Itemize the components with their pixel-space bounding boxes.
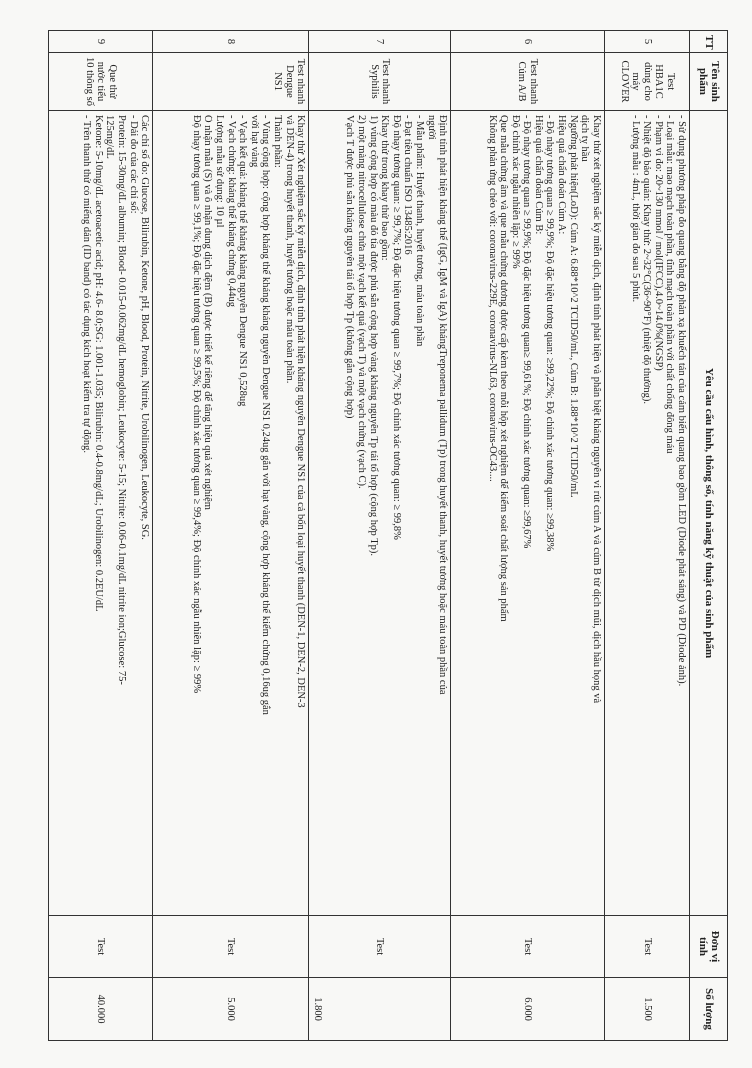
spec-line: 2) một màng nitrocellulose chứa một vạch kết quả (vạch T) và một vạch chứng (vạch C). <box>355 115 367 489</box>
spec-line: Hiệu quả chẩn đoán Cúm B: <box>532 115 544 235</box>
table-row <box>49 31 153 1041</box>
product-spec <box>604 111 689 916</box>
spec-line: - Độ nhạy tương quan ≥ 99,9%; Độ đặc hiệu tương quan≥ 99,61%; Độ chính xác tương quan: ≥99,67% <box>521 115 533 549</box>
unit: Test <box>309 916 451 978</box>
header-tt: TT <box>690 31 728 53</box>
spec-line: dịch tỵ hầu <box>579 115 591 162</box>
quantity: 1.800 <box>309 978 451 1041</box>
spec-line: và DEN-4) trong huyết thanh, huyết tương hoặc máu toàn phần. <box>283 115 295 384</box>
spec-line: - Độ nhạy tương quan ≥ 99,9%; Độ đặc hiệu tương quan: ≥99,22%; Độ chính xác tương quan: ≥99,38% <box>544 115 556 552</box>
spec-line: Độ nhạy tương quan ≥ 99,1%; Độ đặc hiệu tương quan ≥ 99,5%; Độ chính xác tương quan ≥ 99,4%; Độ chính xác ngẫu nhiên lặp: ≥ 99% <box>190 115 202 694</box>
spec-line: với hạt vàng <box>248 115 260 168</box>
spec-line: người <box>425 115 437 140</box>
header-product-name: Tên sinh phẩm <box>690 53 728 111</box>
spec-line: - Vạch chứng: kháng thể kháng chứng 0,44ug <box>225 115 237 307</box>
spec-line: Khay thử xét nghiệm sắc ký miễn dịch, định tính phát hiện và phân biệt kháng nguyên vi rút cúm A và cúm B từ dịch mũi, dịch hầu họng và <box>590 115 602 704</box>
row-number: 7 <box>309 31 451 53</box>
spec-line: 1) vùng cộng hợp có màu đỏ tía được phủ sẵn cộng hợp vàng kháng nguyên Tp tái tổ hợp (cộng hợp Tp). <box>367 115 379 557</box>
spec-line: Độ chính xác ngẫu nhiên lặp: ≥ 99% <box>509 115 521 269</box>
spec-line: Các chỉ số đo: Glucose, Bilirubin, Ketone, pH, Blood, Protein, Nitrite, Urobilinogen, Leukocyte, SG. <box>139 115 151 540</box>
header-specification: Yêu cầu cấu hình, thông số, tính năng kỹ thuật của sinh phẩm <box>690 111 728 916</box>
unit: Test <box>153 916 309 978</box>
spec-line: - Mẫu phẩm: Huyết thanh, huyết tương, máu toàn phần <box>413 115 425 347</box>
row-number: 5 <box>604 31 689 53</box>
spec-line: - Dải đo của các chỉ số: <box>127 115 139 214</box>
product-name: Test nhanh Dengue NS1 <box>153 53 309 111</box>
spec-line: - Phạm vi đo: 20~130 mmol / mol(IFCC),4.0~14.0%(NGSP) <box>652 115 664 371</box>
header-unit: Đơn vị tính <box>690 916 728 978</box>
spec-line: 125mg/dL <box>104 115 116 159</box>
product-name: Que thử nước tiểu 10 thông số <box>49 53 153 111</box>
spec-line: - Vạch kết quả: kháng thể kháng kháng nguyên Dengue NS1 0,528ug <box>237 115 249 407</box>
row-number: 9 <box>49 31 153 53</box>
spec-line: Thành phần: <box>272 115 284 168</box>
quantity: 1.500 <box>604 978 689 1041</box>
spec-line: Hiệu quả chẩn đoán Cúm A: <box>556 115 568 235</box>
table-row <box>309 31 451 1041</box>
spec-line: Ngưỡng phát hiện(LoD): Cúm A: 6.88*10^2 TCID50/mL, Cúm B: 1.88*10^2 TCID50/mL <box>567 115 579 498</box>
row-number: 6 <box>451 31 605 53</box>
quantity: 40.000 <box>49 978 153 1041</box>
spec-line: Độ nhạy tương quan: ≥ 99,7%; Độ đặc hiệu tương quan ≥ 99,7%; Độ chính xác tương quan: ≥ 99,8% <box>390 115 402 540</box>
unit: Test <box>451 916 605 978</box>
product-name: Test nhanh Syphilis <box>309 53 451 111</box>
spec-line: - Sử dụng phương pháp đo quang bằng độ phản xạ khuếch tán của cảm biến quang bao gồm LED (Diode phát sáng) và PD (Diode ảnh). <box>676 115 687 687</box>
unit: Test <box>49 916 153 978</box>
quantity: 6.000 <box>451 978 605 1041</box>
product-spec <box>309 111 451 916</box>
product-name: Test HBA1C dùng cho máy CLOVER <box>604 53 689 111</box>
spec-line: - Trên thanh thử có miếng dán (ID band) có tác dụng kích hoạt kiểm tra tự động. <box>81 115 93 453</box>
header-quantity: Số lượng <box>690 978 728 1041</box>
table-row <box>153 31 309 1041</box>
table-row <box>451 31 605 1041</box>
spec-line: Lượng mẫu sử dụng: 10 µl <box>214 115 226 228</box>
product-spec-table <box>48 30 728 1041</box>
spec-line: - Nhiệt độ bảo quản: Khay thử: 2~32°C(36~90°F) (nhiệt độ thường). <box>641 115 653 404</box>
spec-line: Khay thử Xét nghiệm sắc ký miễn dịch, định tính phát hiện kháng nguyên Dengue NS1 của cả bốn loại huyết thanh (DEN-1, DEN-2, DEN-3 <box>295 115 307 708</box>
spec-line: - Vùng cộng hợp: cộng hợp kháng thể kháng kháng nguyên Dengue NS1 0,24ug gắn với hạt vàng, cộng hợp kháng thể kiểm chứng 0,16ug gắn <box>260 115 272 715</box>
spec-line: Ô nhận mẫu (S) và ô nhận dung dịch đệm (B) được thiết kế riêng để tăng hiệu quả xét nghiệm <box>202 115 214 510</box>
product-spec <box>153 111 309 916</box>
spec-line: Que mẫu chứng âm và que mẫu chứng dương được cấp kèm theo mỗi hộp xét nghiệm để kiểm soát chất lượng sản phẩm <box>498 115 510 622</box>
spec-line: Vạch T được phủ sẵn kháng nguyên tái tổ hợp Tp (không gắn cộng hợp) <box>344 115 356 419</box>
quantity: 5.000 <box>153 978 309 1041</box>
spec-line: - Đạt tiêu chuẩn ISO 13485:2016 <box>402 115 414 255</box>
spec-line: Không phản ứng chéo với: coronavirus-229E, coronavirus-NL63, coronavirus-OC43.... <box>486 115 498 482</box>
product-spec <box>49 111 153 916</box>
spec-line: Định tính phát hiện kháng thể (IgG, IgM và IgA) khángTreponema pallidum (Tp) trong huyết thanh, huyết tương hoặc máu toàn phần của <box>437 115 449 695</box>
spec-line: - Lượng mẫu : 4mL, thời gian đo sau 5 phút. <box>629 115 641 303</box>
row-number: 8 <box>153 31 309 53</box>
product-spec <box>451 111 605 916</box>
product-name: Test nhanh Cúm A/B <box>451 53 605 111</box>
unit: Test <box>604 916 689 978</box>
rotated-spec-table <box>48 30 728 1040</box>
spec-line: - Loại mẫu: mao mạch toàn phần, tĩnh mạch toàn phần với chất chống đông máu <box>664 115 676 454</box>
table-row <box>604 31 689 1041</box>
spec-line: Protein: 15-30mg/dL albumin; Blood- 0.015-0.062mg/dL hemoglobin; Leukocyte: 5-15; Nitrite: 0.06-0.1mg/dL nitrite ion;Glucose: 75- <box>115 115 127 685</box>
spec-line: Khay thử trong khay thử bao gồm: <box>379 115 391 261</box>
spec-line: Ketone: 5-10mg/dL acetoacetic acid; pH: 4.6- 8.0;SG: 1.001-1.035; Bilirubin: 0.4-0.8mg/dL; Urobilinogen: 0.2EU/dL <box>92 115 104 612</box>
table-header-row <box>690 31 728 1041</box>
